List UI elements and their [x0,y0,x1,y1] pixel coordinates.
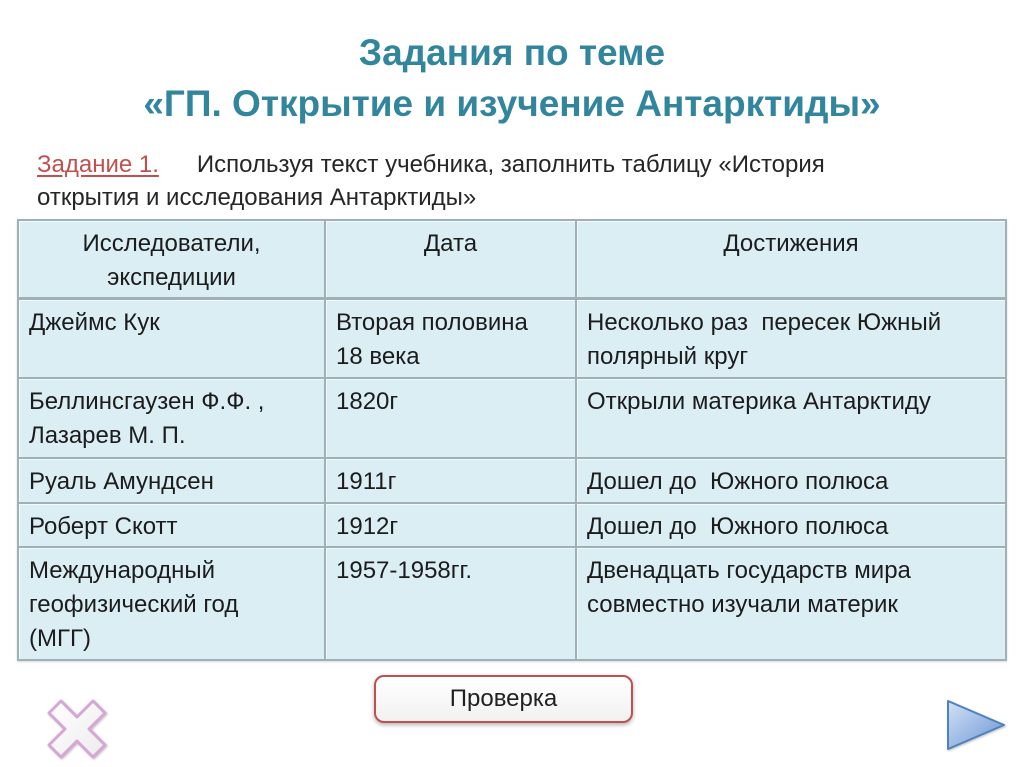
row-3-explorer: Руаль Амундсен [19,459,326,504]
row-1-explorer: Джеймс Кук [19,300,326,379]
title-line-2: «ГП. Открытие и изучение Антарктиды» [143,83,881,124]
antarctica-history-table [17,219,1007,661]
check-button[interactable]: Проверка [374,675,633,723]
row-5-date: 1957-1958гг. [326,548,577,661]
row-1-date: Вторая половина 18 века [326,300,577,379]
header-explorers: Исследователи, экспедиции [19,221,326,300]
header-date: Дата [326,221,577,300]
row-2-achievement: Открыли материка Антарктиду [577,379,1007,459]
row-4-explorer: Роберт Скотт [19,504,326,548]
header-achievements: Достижения [577,221,1007,300]
task-label: Задание 1. [37,151,159,178]
slide-title [0,27,1024,129]
row-4-date: 1912г [326,504,577,548]
row-2-explorer: Беллинсгаузен Ф.Ф. , Лазарев М. П. [19,379,326,459]
title-line-1: Задания по теме [358,32,666,73]
close-x-icon[interactable] [45,698,109,760]
row-5-explorer: Международный геофизический год (МГГ) [19,548,326,661]
task-instruction [37,148,997,214]
task-text: Используя текст учебника, заполнить таблицу «История открытия и исследования Антарктиды» [37,151,825,211]
row-2-date: 1820г [326,379,577,459]
next-arrow-icon[interactable] [944,698,1008,752]
row-4-achievement: Дошел до Южного полюса [577,504,1007,548]
row-5-achievement: Двенадцать государств мира совместно изучали материк [577,548,1007,661]
row-3-achievement: Дошел до Южного полюса [577,459,1007,504]
row-1-achievement: Несколько раз пересек Южный полярный круг [577,300,1007,379]
row-3-date: 1911г [326,459,577,504]
